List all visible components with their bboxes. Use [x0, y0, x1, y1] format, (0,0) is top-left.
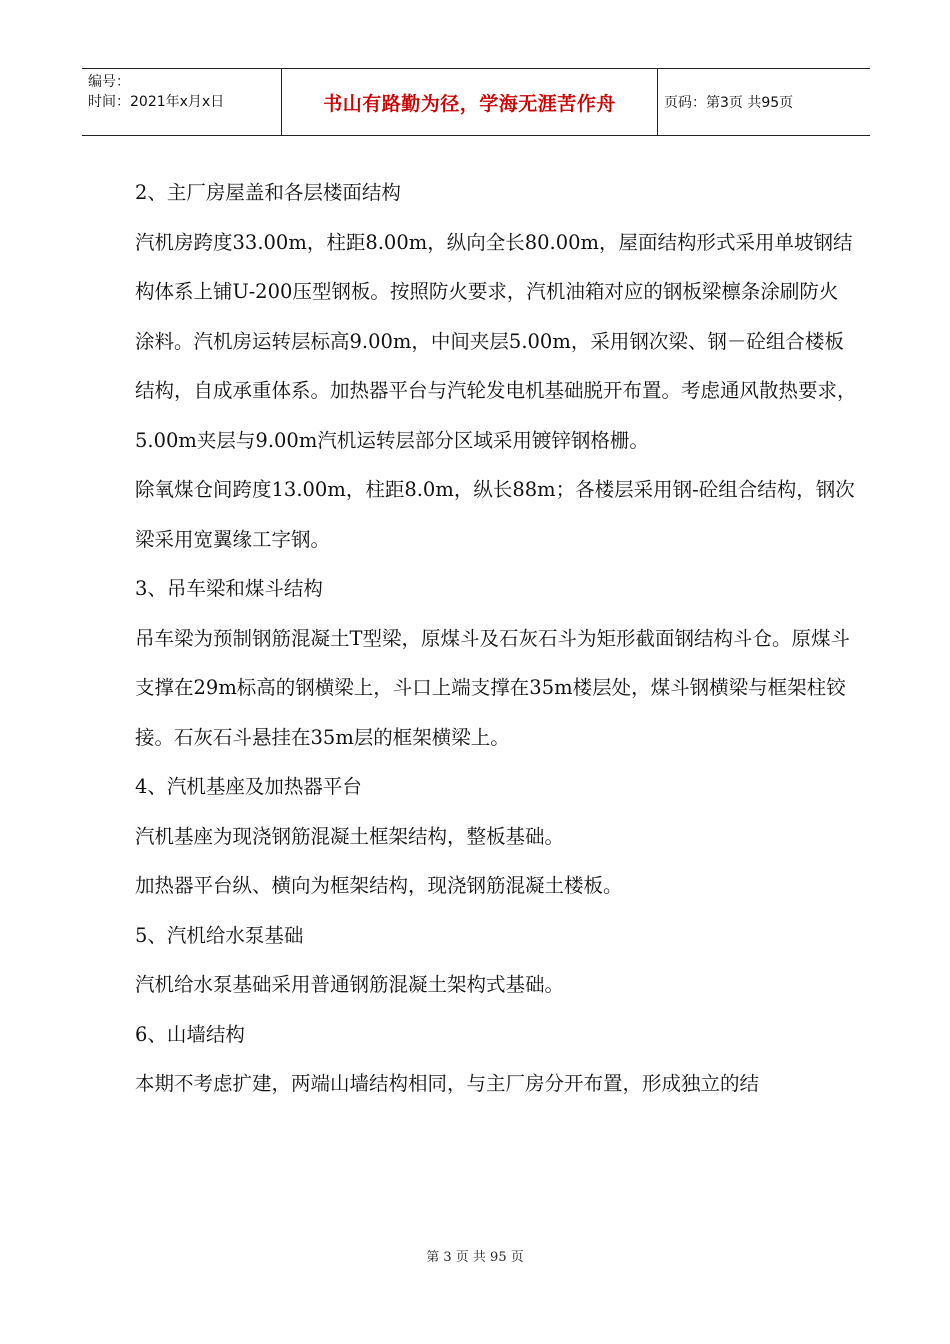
document-body — [135, 168, 857, 1109]
section-heading-4: 4、汽机基座及加热器平台 — [135, 775, 362, 798]
header-page-info: 页码：第3页 共95页 — [664, 95, 794, 111]
header-meta-cell — [82, 69, 282, 135]
paragraph-heater-platform: 加热器平台纵、横向为框架结构，现浇钢筋混凝土楼板。 — [135, 874, 623, 897]
paragraph-gable-wall: 本期不考虑扩建，两端山墙结构相同，与主厂房分开布置，形成独立的结 — [135, 1072, 760, 1095]
date-label: 时间：2021年x月x日 — [88, 94, 225, 110]
paragraph-crane-beam: 吊车梁为预制钢筋混凝土T型梁，原煤斗及石灰石斗为矩形截面钢结构斗仓。原煤斗支撑在29m标高的钢横梁上，斗口上端支撑在35m楼层处，煤斗钢横梁与框架柱铰接。石灰石斗悬挂在35m层的框架横梁上。 — [135, 626, 851, 749]
page-footer: 第 3 页 共 95 页 — [426, 1250, 524, 1265]
header-motto: 书山有路勤为径，学海无涯苦作舟 — [282, 69, 658, 135]
section-heading-2: 2、主厂房屋盖和各层楼面结构 — [135, 181, 401, 204]
header-table — [82, 68, 870, 136]
paragraph-turbine-hall: 汽机房跨度33.00m，柱距8.00m，纵向全长80.00m，屋面结构形式采用单坡钢结构体系上铺U-200压型钢板。按照防火要求，汽机油箱对应的钢板梁檩条涂刷防火涂料。汽机房运转层标高9.00m，中间夹层5.00m，采用钢次梁、钢－砼组合楼板结构，自成承重体系。加热器平台与汽轮发电机基础脱开布置。考虑通风散热要求，5.00m夹层与9.00m汽机运转层部分区域采用镀锌钢格栅。 — [135, 230, 857, 452]
paragraph-turbine-base: 汽机基座为现浇钢筋混凝土框架结构，整板基础。 — [135, 824, 565, 848]
section-heading-5: 5、汽机给水泵基础 — [135, 923, 304, 947]
section-heading-6: 6、山墙结构 — [135, 1022, 245, 1046]
section-heading-3: 3、吊车梁和煤斗结构 — [135, 577, 323, 600]
paragraph-feedwater-pump: 汽机给水泵基础采用普通钢筋混凝土架构式基础。 — [135, 973, 565, 996]
serial-label: 编号： — [88, 74, 130, 90]
paragraph-deaerator-bay: 除氧煤仓间跨度13.00m，柱距8.0m，纵长88m；各楼层采用钢-砼组合结构，钢次梁采用宽翼缘工字钢。 — [135, 478, 855, 551]
